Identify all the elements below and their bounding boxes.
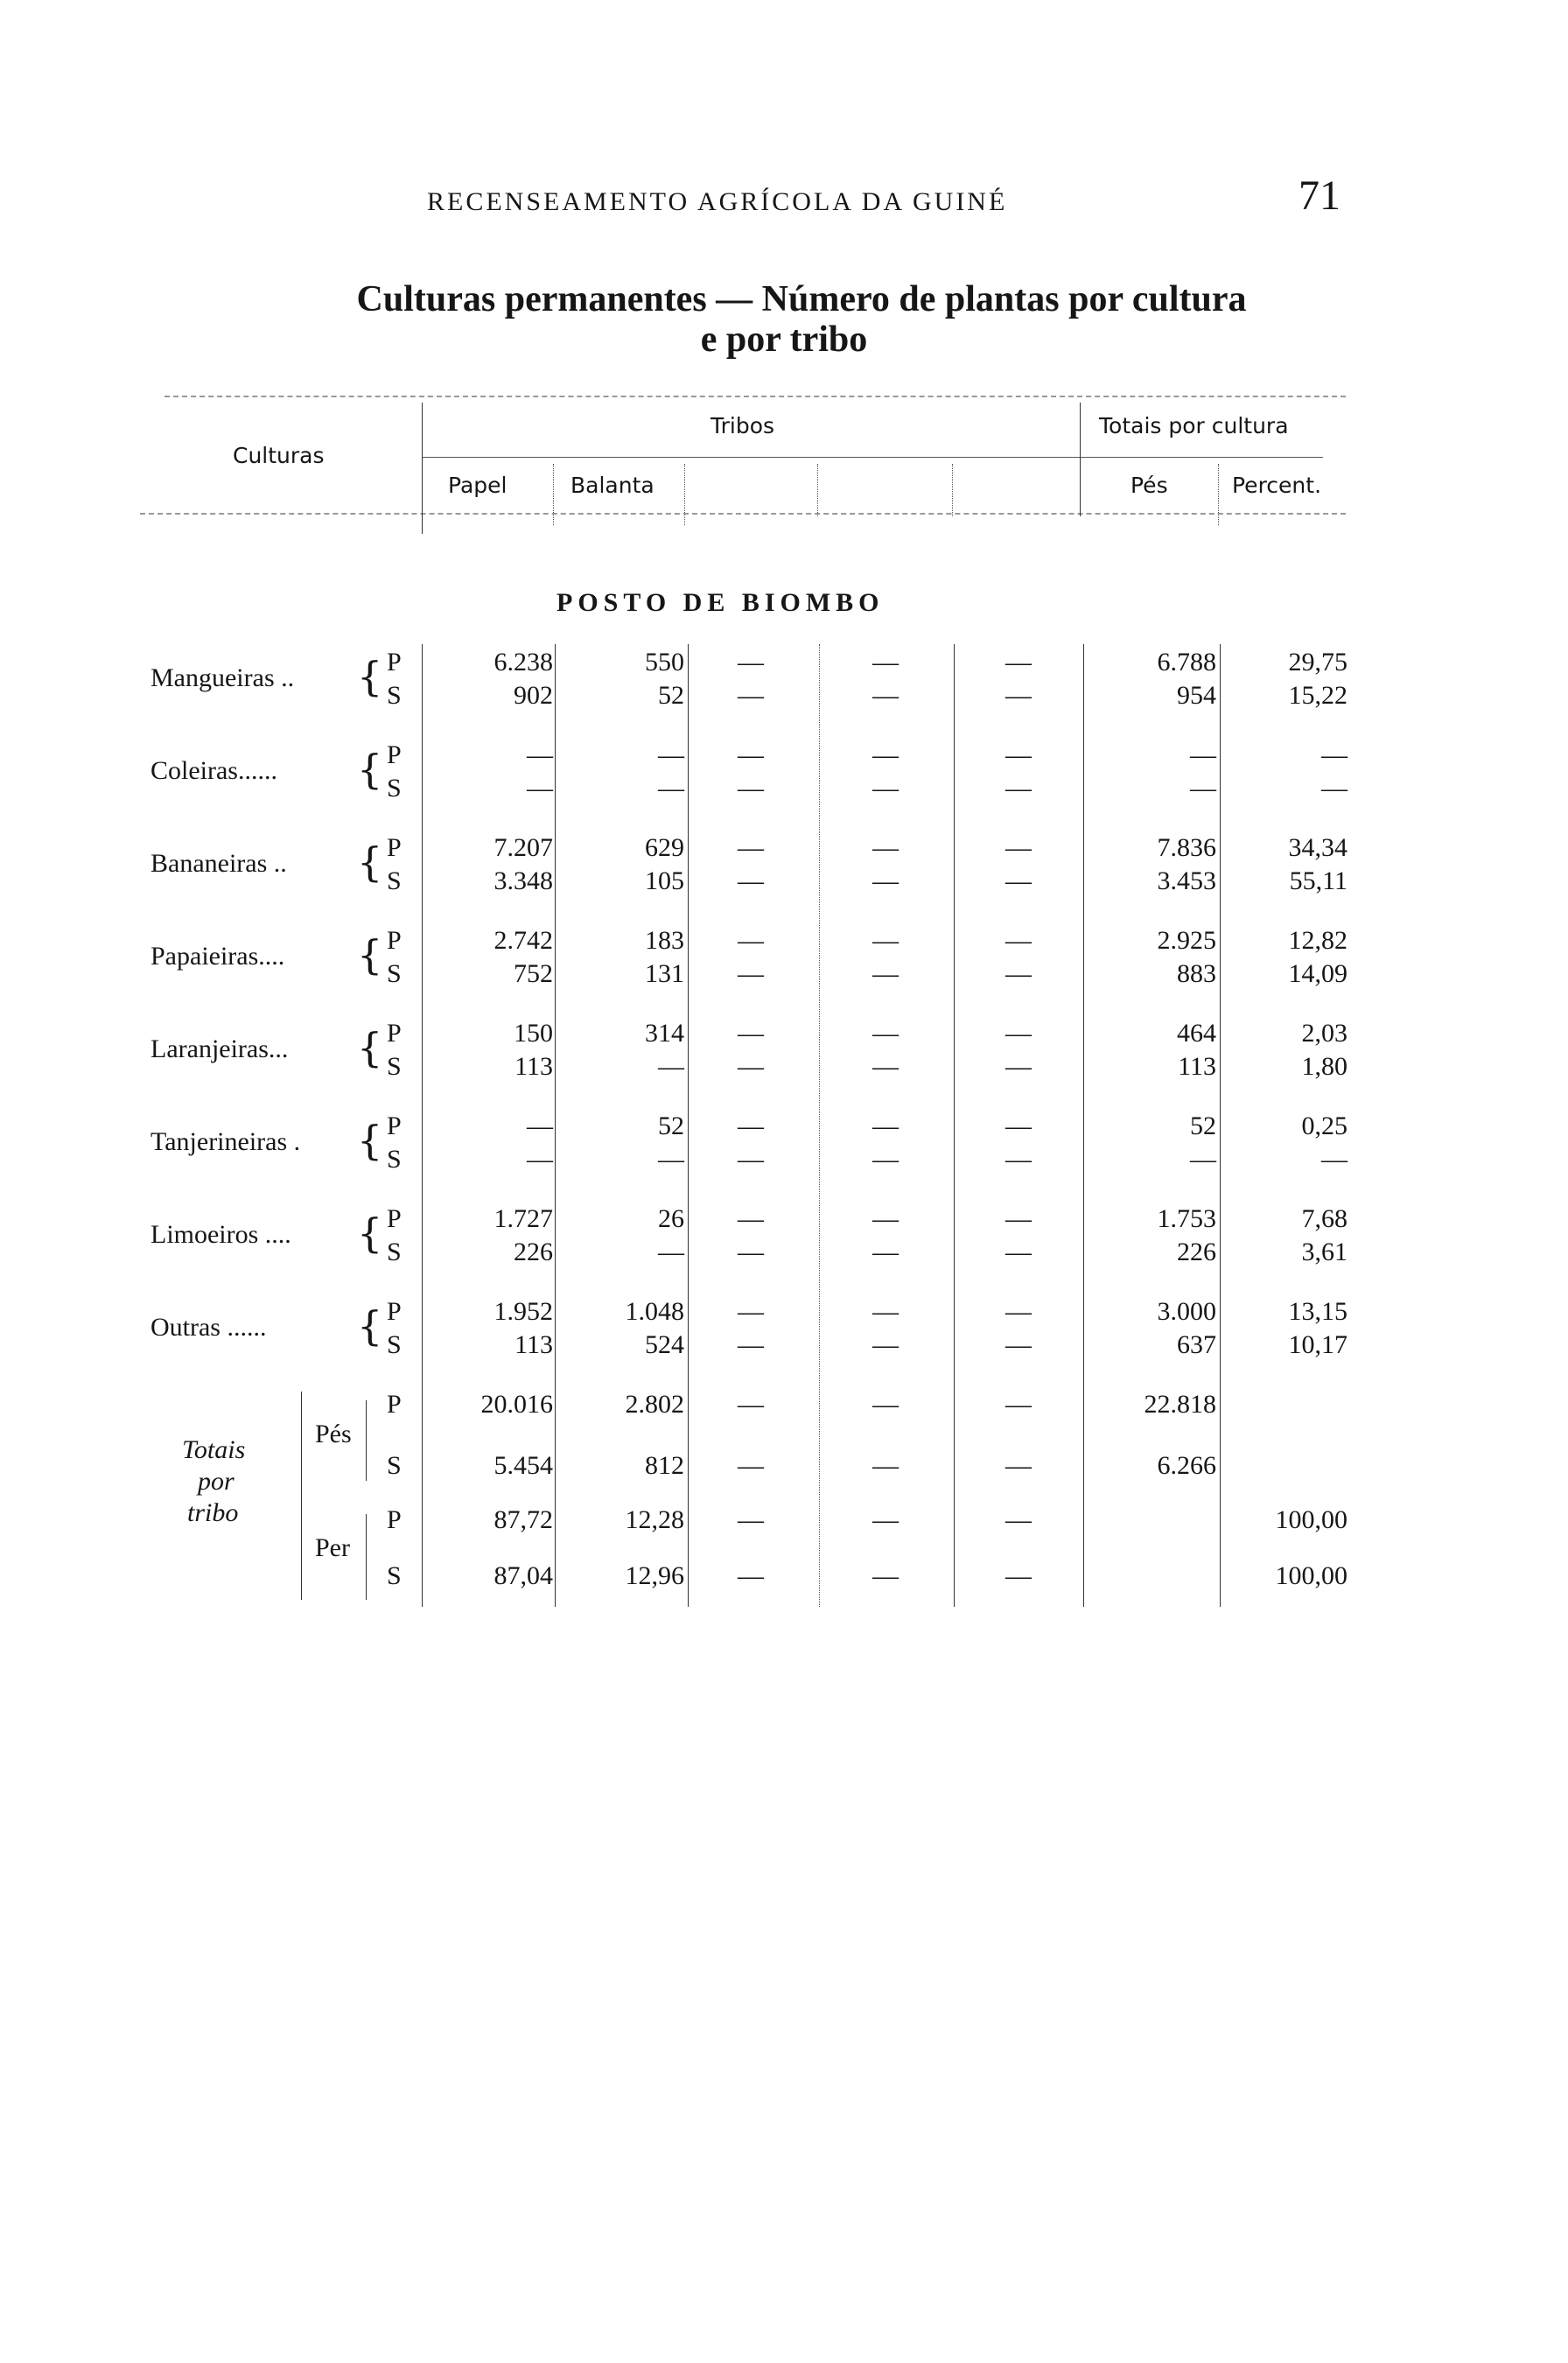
table-cell: — xyxy=(872,774,899,803)
row-code-s: S xyxy=(387,1052,402,1081)
table-cell: — xyxy=(1005,1145,1032,1174)
table-cell: — xyxy=(738,1145,764,1174)
table-cell: — xyxy=(738,1238,764,1266)
curly-brace-icon: { xyxy=(357,1024,383,1071)
table-cell: 2.925 xyxy=(1157,926,1216,955)
header-totais-por-cultura: Totais por cultura xyxy=(1099,413,1289,438)
table-cell: — xyxy=(1005,740,1032,769)
col-rule-pes xyxy=(1220,644,1221,1607)
table-cell: 131 xyxy=(645,959,684,988)
col-rule-codes xyxy=(422,644,423,1607)
table-cell: 6.238 xyxy=(494,648,553,677)
curly-brace-icon: { xyxy=(357,653,383,700)
crop-name: Outras ...... xyxy=(150,1313,267,1342)
totals-cell: — xyxy=(872,1451,899,1480)
totals-cell: — xyxy=(1005,1561,1032,1590)
table-cell: — xyxy=(1190,774,1216,803)
table-cell: — xyxy=(1190,1145,1216,1174)
table-cell: — xyxy=(872,959,899,988)
table-cell: — xyxy=(1005,833,1032,862)
table-cell: 226 xyxy=(1177,1238,1216,1266)
table-cell: — xyxy=(1005,648,1032,677)
table-cell: 6.788 xyxy=(1157,648,1216,677)
table-cell: — xyxy=(872,866,899,895)
table-cell: 752 xyxy=(514,959,553,988)
table-cell: — xyxy=(1005,1297,1032,1326)
table-cell: — xyxy=(1190,740,1216,769)
header-bottom-rule xyxy=(140,513,1346,515)
table-cell: 0,25 xyxy=(1301,1111,1348,1140)
section-heading: POSTO DE BIOMBO xyxy=(556,588,885,617)
totals-cell: — xyxy=(872,1390,899,1419)
header-tribos: Tribos xyxy=(710,413,775,438)
table-cell: — xyxy=(738,740,764,769)
page-number: 71 xyxy=(1298,172,1340,219)
totals-code-p: P xyxy=(387,1505,402,1534)
row-code-s: S xyxy=(387,1238,402,1266)
table-cell: 55,11 xyxy=(1289,866,1348,895)
table-cell: 1.952 xyxy=(494,1297,553,1326)
totals-cell: — xyxy=(738,1505,764,1534)
table-cell: — xyxy=(1321,740,1348,769)
table-cell: — xyxy=(1005,1330,1032,1359)
table-cell: — xyxy=(738,1052,764,1081)
table-cell: — xyxy=(527,774,553,803)
table-cell: — xyxy=(1005,866,1032,895)
table-cell: 1,80 xyxy=(1301,1052,1348,1081)
table-cell: 1.727 xyxy=(494,1204,553,1233)
totals-per-brace xyxy=(366,1514,367,1600)
header-divider-culturas xyxy=(422,403,423,534)
totals-cell: 812 xyxy=(645,1451,684,1480)
table-cell: 1.753 xyxy=(1157,1204,1216,1233)
header-papel: Papel xyxy=(448,473,508,498)
table-cell: — xyxy=(1321,1145,1348,1174)
crop-name: Coleiras...... xyxy=(150,756,277,785)
table-cell: — xyxy=(872,740,899,769)
curly-brace-icon: { xyxy=(357,1210,383,1257)
table-cell: 113 xyxy=(514,1330,553,1359)
table-cell: — xyxy=(527,1111,553,1140)
table-cell: 3.000 xyxy=(1157,1297,1216,1326)
totals-code-s: S xyxy=(387,1561,402,1590)
table-cell: — xyxy=(738,1111,764,1140)
totals-cell: 87,04 xyxy=(494,1561,553,1590)
totals-cell: — xyxy=(1005,1451,1032,1480)
row-code-s: S xyxy=(387,774,402,803)
table-cell: — xyxy=(872,1238,899,1266)
table-cell: 3,61 xyxy=(1301,1238,1348,1266)
curly-brace-icon: { xyxy=(357,931,383,978)
table-cell: 113 xyxy=(1178,1052,1216,1081)
table-cell: — xyxy=(738,833,764,862)
table-cell: — xyxy=(1005,959,1032,988)
table-cell: — xyxy=(872,1330,899,1359)
col-rule-tribe-5 xyxy=(1083,644,1084,1607)
table-cell: 52 xyxy=(658,681,684,710)
table-cell: — xyxy=(527,740,553,769)
totals-cell: 100,00 xyxy=(1275,1561,1348,1590)
totals-cell: — xyxy=(1005,1390,1032,1419)
table-cell: 150 xyxy=(514,1019,553,1048)
table-cell: — xyxy=(1005,1111,1032,1140)
curly-brace-icon: { xyxy=(357,1117,383,1164)
totals-label-line-3: tribo xyxy=(187,1498,239,1527)
table-cell: — xyxy=(872,926,899,955)
table-cell: — xyxy=(738,926,764,955)
table-cell: — xyxy=(658,740,684,769)
totals-code-p: P xyxy=(387,1390,402,1419)
crop-name: Bananeiras .. xyxy=(150,849,287,878)
table-cell: — xyxy=(1005,1052,1032,1081)
row-code-p: P xyxy=(387,740,402,769)
table-cell: 902 xyxy=(514,681,553,710)
table-cell: 3.348 xyxy=(494,866,553,895)
totals-label-line-1: Totais xyxy=(182,1435,246,1464)
curly-brace-icon: { xyxy=(357,1302,383,1350)
table-cell: — xyxy=(872,648,899,677)
table-cell: — xyxy=(1005,1019,1032,1048)
table-cell: — xyxy=(658,774,684,803)
table-cell: — xyxy=(1005,1238,1032,1266)
table-cell: — xyxy=(872,681,899,710)
crop-name: Laranjeiras... xyxy=(150,1034,289,1063)
table-cell: — xyxy=(872,1145,899,1174)
table-cell: 226 xyxy=(514,1238,553,1266)
table-cell: 29,75 xyxy=(1288,648,1348,677)
table-cell: — xyxy=(738,774,764,803)
table-cell: — xyxy=(738,1297,764,1326)
table-cell: 7.207 xyxy=(494,833,553,862)
header-divider-tribe-4 xyxy=(952,464,953,516)
totals-per-label: Per xyxy=(315,1533,350,1562)
table-cell: 52 xyxy=(1190,1111,1216,1140)
table-cell: 113 xyxy=(514,1052,553,1081)
table-cell: — xyxy=(872,1204,899,1233)
header-divider-totais xyxy=(1080,403,1081,516)
totals-pes-label: Pés xyxy=(315,1420,352,1448)
table-cell: — xyxy=(1005,926,1032,955)
totals-cell: 22.818 xyxy=(1144,1390,1216,1419)
table-cell: 26 xyxy=(658,1204,684,1233)
table-cell: — xyxy=(738,1204,764,1233)
header-divider-tribe-3 xyxy=(817,464,818,516)
header-culturas: Culturas xyxy=(233,443,325,468)
totals-cell: 87,72 xyxy=(494,1505,553,1534)
header-divider-balanta xyxy=(684,464,685,525)
table-cell: 10,17 xyxy=(1288,1330,1348,1359)
table-cell: 1.048 xyxy=(625,1297,684,1326)
table-cell: 52 xyxy=(658,1111,684,1140)
row-code-s: S xyxy=(387,1330,402,1359)
table-cell: 2,03 xyxy=(1301,1019,1348,1048)
table-cell: — xyxy=(872,1111,899,1140)
table-cell: 550 xyxy=(645,648,684,677)
table-cell: 7.836 xyxy=(1157,833,1216,862)
totals-cell: 20.016 xyxy=(480,1390,553,1419)
totals-bracket xyxy=(301,1392,302,1600)
header-divider-papel xyxy=(553,464,554,525)
table-cell: — xyxy=(1005,1204,1032,1233)
header-pes: Pés xyxy=(1130,473,1168,498)
totals-cell: 5.454 xyxy=(494,1451,553,1480)
table-cell: 15,22 xyxy=(1288,681,1348,710)
table-cell: 105 xyxy=(645,866,684,895)
totals-label-line-2: por xyxy=(198,1467,234,1496)
totals-cell: 2.802 xyxy=(625,1390,684,1419)
running-head: RECENSEAMENTO AGRÍCOLA DA GUINÉ xyxy=(427,187,1008,216)
table-cell: — xyxy=(738,1330,764,1359)
table-cell: 629 xyxy=(645,833,684,862)
table-cell: — xyxy=(1005,774,1032,803)
totals-cell: — xyxy=(872,1505,899,1534)
table-cell: — xyxy=(872,1297,899,1326)
table-cell: 314 xyxy=(645,1019,684,1048)
table-cell: 183 xyxy=(645,926,684,955)
row-code-s: S xyxy=(387,959,402,988)
totals-cell: 12,96 xyxy=(625,1561,684,1590)
table-cell: — xyxy=(658,1238,684,1266)
totals-pes-brace xyxy=(366,1400,367,1481)
table-cell: 14,09 xyxy=(1288,959,1348,988)
table-cell: — xyxy=(738,866,764,895)
col-rule-tribe-3 xyxy=(819,644,820,1607)
table-cell: — xyxy=(658,1052,684,1081)
totals-cell: — xyxy=(738,1390,764,1419)
row-code-s: S xyxy=(387,866,402,895)
crop-name: Papaieiras.... xyxy=(150,942,285,971)
totals-cell: 6.266 xyxy=(1157,1451,1216,1480)
col-rule-balanta xyxy=(688,644,689,1607)
table-cell: — xyxy=(527,1145,553,1174)
row-code-p: P xyxy=(387,648,402,677)
table-cell: 7,68 xyxy=(1301,1204,1348,1233)
row-code-s: S xyxy=(387,1145,402,1174)
col-rule-papel xyxy=(555,644,556,1607)
row-code-p: P xyxy=(387,1019,402,1048)
row-code-p: P xyxy=(387,1111,402,1140)
totals-cell: — xyxy=(872,1561,899,1590)
header-percent: Percent. xyxy=(1232,473,1322,498)
table-cell: 2.742 xyxy=(494,926,553,955)
crop-name: Limoeiros .... xyxy=(150,1220,291,1249)
header-balanta: Balanta xyxy=(570,473,654,498)
table-cell: — xyxy=(738,1019,764,1048)
row-code-p: P xyxy=(387,1204,402,1233)
header-mid-rule xyxy=(422,457,1323,458)
totals-cell: — xyxy=(738,1561,764,1590)
col-rule-tribe-4 xyxy=(954,644,955,1607)
table-cell: — xyxy=(1321,774,1348,803)
row-code-s: S xyxy=(387,681,402,710)
table-title-line-1: Culturas permanentes — Número de plantas por cultura xyxy=(356,279,1247,319)
header-divider-pes xyxy=(1218,464,1219,525)
totals-cell: — xyxy=(1005,1505,1032,1534)
table-cell: 883 xyxy=(1177,959,1216,988)
row-code-p: P xyxy=(387,1297,402,1326)
row-code-p: P xyxy=(387,833,402,862)
table-cell: — xyxy=(872,833,899,862)
table-cell: — xyxy=(1005,681,1032,710)
table-cell: — xyxy=(738,959,764,988)
table-cell: 13,15 xyxy=(1288,1297,1348,1326)
table-cell: — xyxy=(658,1145,684,1174)
totals-cell: 12,28 xyxy=(625,1505,684,1534)
row-code-p: P xyxy=(387,926,402,955)
table-cell: 524 xyxy=(645,1330,684,1359)
totals-code-s: S xyxy=(387,1451,402,1480)
table-cell: — xyxy=(738,648,764,677)
table-cell: 34,34 xyxy=(1288,833,1348,862)
table-cell: 12,82 xyxy=(1288,926,1348,955)
table-cell: 954 xyxy=(1177,681,1216,710)
crop-name: Mangueiras .. xyxy=(150,663,295,692)
curly-brace-icon: { xyxy=(357,838,383,886)
table-cell: — xyxy=(872,1052,899,1081)
table-cell: 464 xyxy=(1177,1019,1216,1048)
header-top-rule xyxy=(164,396,1346,397)
totals-cell: 100,00 xyxy=(1275,1505,1348,1534)
curly-brace-icon: { xyxy=(357,746,383,793)
crop-name: Tanjerineiras . xyxy=(150,1127,301,1156)
table-cell: 637 xyxy=(1177,1330,1216,1359)
totals-cell: — xyxy=(738,1451,764,1480)
table-cell: — xyxy=(738,681,764,710)
table-cell: 3.453 xyxy=(1157,866,1216,895)
table-title-line-2: e por tribo xyxy=(700,319,868,360)
table-cell: — xyxy=(872,1019,899,1048)
